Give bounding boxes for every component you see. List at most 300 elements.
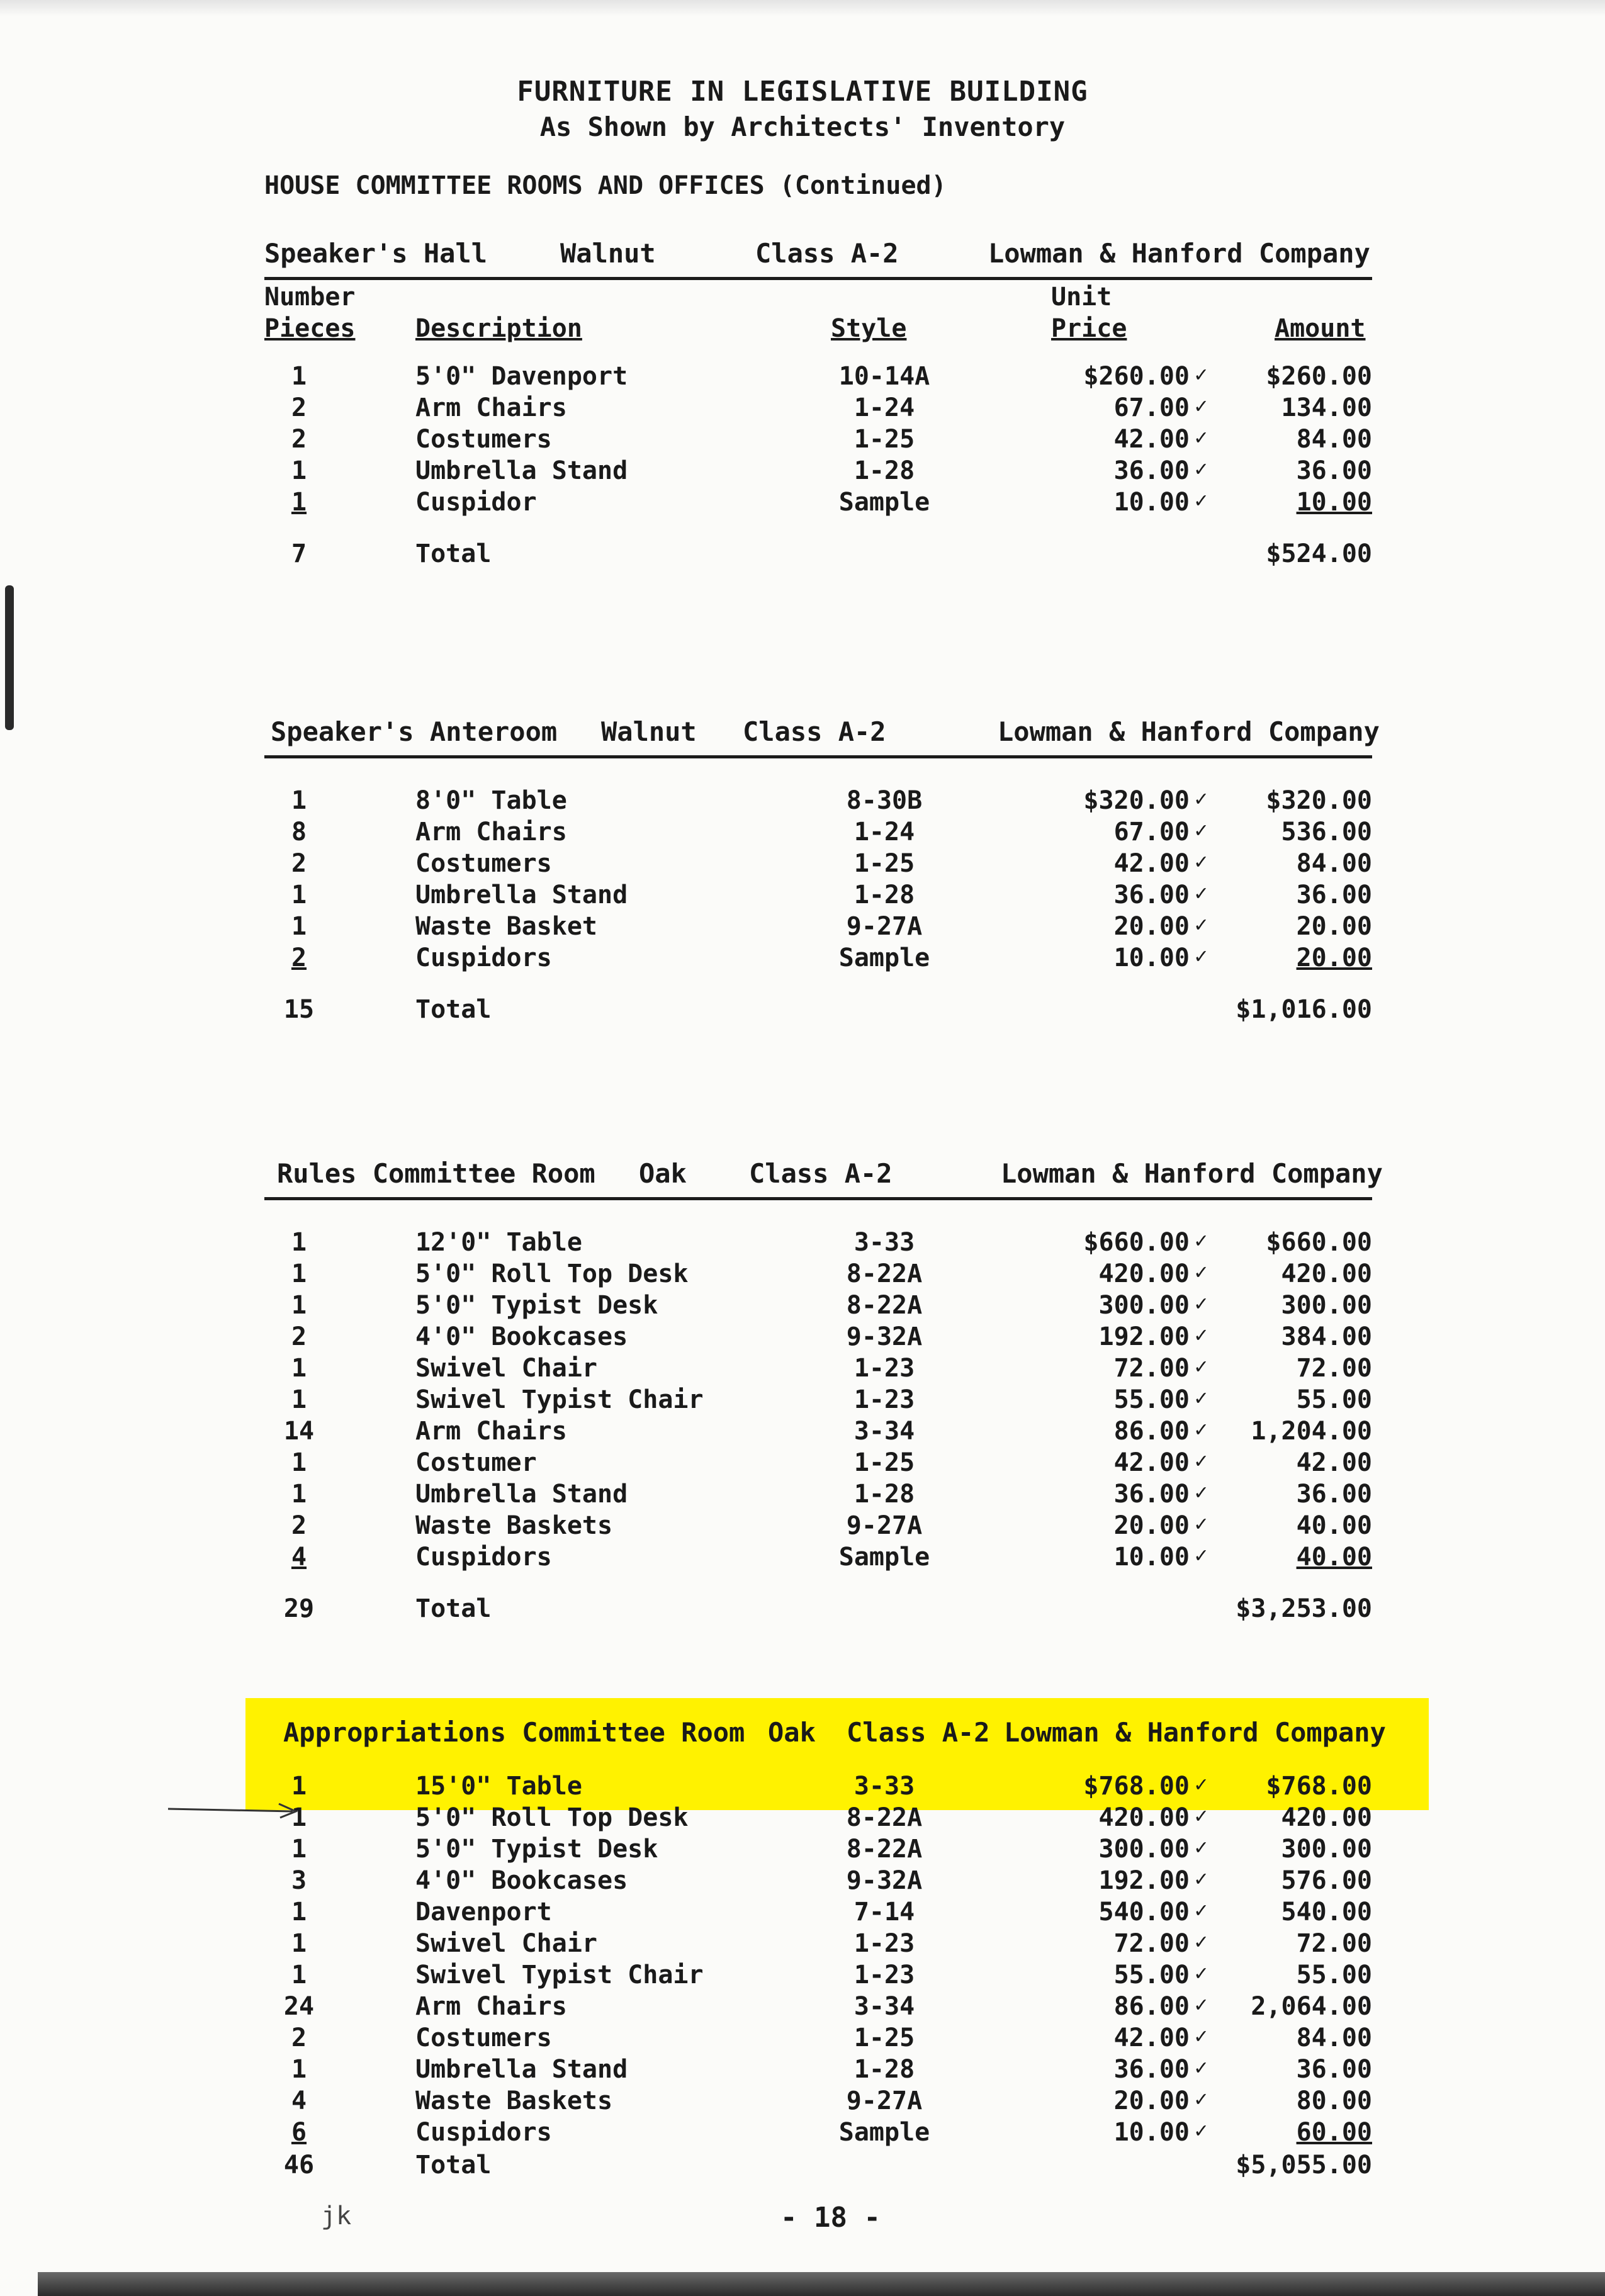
col-unit-bottom: Price: [1051, 314, 1127, 343]
item-description: Swivel Typist Chair: [415, 1961, 704, 1989]
check-mark-icon: ✓: [1195, 1835, 1208, 1860]
item-amount: 20.00: [1296, 943, 1372, 972]
item-unit-price: 36.00: [1113, 881, 1190, 909]
table-row: [264, 1929, 1372, 1961]
item-style: 1-25: [853, 425, 915, 454]
item-unit-price: $660.00: [1083, 1228, 1190, 1257]
scan-top-edge: [0, 0, 1605, 16]
total-count: 29: [283, 1594, 315, 1623]
table-row: [264, 1835, 1372, 1866]
item-unit-price: 10.00: [1113, 1543, 1190, 1572]
header-rule: [264, 1197, 1372, 1200]
item-unit-price: 55.00: [1113, 1385, 1190, 1414]
table-row: [264, 1866, 1372, 1898]
total-amount: $3,253.00: [1236, 1594, 1372, 1623]
item-unit-price: 42.00: [1113, 849, 1190, 878]
item-style: 7-14: [853, 1898, 915, 1927]
table-row: [264, 881, 1372, 912]
total-label: Total: [415, 995, 492, 1024]
item-unit-price: 10.00: [1113, 488, 1190, 517]
item-style: 9-27A: [846, 2086, 923, 2115]
scan-bottom-edge: [38, 2272, 1605, 2296]
item-unit-price: 72.00: [1113, 1354, 1190, 1383]
item-description: 5'0" Roll Top Desk: [415, 1803, 689, 1832]
item-style: 1-25: [853, 2023, 915, 2052]
check-mark-icon: ✓: [1195, 2118, 1208, 2143]
check-mark-icon: ✓: [1195, 1772, 1208, 1797]
item-count: 1: [291, 488, 307, 517]
check-mark-icon: ✓: [1195, 456, 1208, 481]
item-description: Davenport: [415, 1898, 552, 1927]
item-amount: 300.00: [1281, 1291, 1372, 1320]
total-count: 46: [283, 2151, 315, 2180]
item-style: 1-23: [853, 1385, 915, 1414]
item-description: Costumers: [415, 849, 552, 878]
item-description: 5'0" Roll Top Desk: [415, 1259, 689, 1288]
table-row: [264, 2086, 1372, 2118]
item-count: 2: [291, 943, 307, 972]
item-style: 1-28: [853, 2055, 915, 2084]
table-row: [264, 1961, 1372, 1992]
check-mark-icon: ✓: [1195, 1929, 1208, 1954]
table-row: [264, 2118, 1372, 2149]
item-description: Cuspidors: [415, 943, 552, 972]
furniture-class: Class A-2: [749, 1158, 893, 1189]
table-row: [264, 362, 1372, 393]
item-style: 1-23: [853, 1961, 915, 1989]
item-count: 1: [291, 1385, 307, 1414]
item-amount: 20.00: [1296, 912, 1372, 941]
col-number-bottom: Pieces: [264, 314, 356, 343]
item-count: 1: [291, 1772, 307, 1801]
item-description: 4'0" Bookcases: [415, 1322, 628, 1351]
table-row: [264, 456, 1372, 488]
item-count: 1: [291, 2055, 307, 2084]
room-section-appropriations-committee: [264, 1712, 1386, 2186]
item-count: 6: [291, 2118, 307, 2147]
item-count: 1: [291, 912, 307, 941]
item-style: 1-28: [853, 456, 915, 485]
item-amount: 72.00: [1296, 1929, 1372, 1958]
item-style: 1-23: [853, 1929, 915, 1958]
total-amount: $1,016.00: [1236, 995, 1372, 1024]
table-row: [264, 1291, 1372, 1322]
document-header: [0, 74, 1605, 145]
check-mark-icon: ✓: [1195, 1448, 1208, 1473]
binder-mark: [5, 585, 14, 730]
item-style: 3-33: [853, 1228, 915, 1257]
item-amount: $320.00: [1266, 786, 1372, 815]
item-count: 2: [291, 1322, 307, 1351]
item-amount: 72.00: [1296, 1354, 1372, 1383]
item-unit-price: 36.00: [1113, 456, 1190, 485]
table-row: [264, 1322, 1372, 1354]
total-amount: $524.00: [1266, 539, 1372, 568]
room-name: Rules Committee Room: [277, 1158, 595, 1189]
item-amount: 84.00: [1296, 425, 1372, 454]
wood-type: Walnut: [601, 716, 697, 747]
item-amount: $768.00: [1266, 1772, 1372, 1801]
item-amount: 40.00: [1296, 1511, 1372, 1540]
item-amount: 60.00: [1296, 2118, 1372, 2147]
item-count: 1: [291, 1961, 307, 1989]
handwritten-arrow-icon: [167, 1800, 305, 1819]
item-amount: 84.00: [1296, 2023, 1372, 2052]
table-row: [264, 488, 1372, 519]
item-unit-price: 36.00: [1113, 1480, 1190, 1509]
total-count: 15: [283, 995, 315, 1024]
item-amount: 36.00: [1296, 456, 1372, 485]
item-amount: 40.00: [1296, 1543, 1372, 1572]
item-style: 8-22A: [846, 1259, 923, 1288]
check-mark-icon: ✓: [1195, 2086, 1208, 2112]
check-mark-icon: ✓: [1195, 488, 1208, 513]
item-style: 10-14A: [838, 362, 930, 391]
total-row: [264, 2151, 1372, 2186]
item-count: 1: [291, 1835, 307, 1864]
item-unit-price: 86.00: [1113, 1992, 1190, 2021]
item-amount: 134.00: [1281, 393, 1372, 422]
column-headers: [264, 280, 1372, 351]
item-description: Waste Basket: [415, 912, 597, 941]
item-style: Sample: [838, 2118, 930, 2147]
table-row: [264, 1543, 1372, 1574]
item-amount: 576.00: [1281, 1866, 1372, 1895]
item-unit-price: 55.00: [1113, 1961, 1190, 1989]
item-unit-price: 42.00: [1113, 1448, 1190, 1477]
item-style: 3-33: [853, 1772, 915, 1801]
item-unit-price: 72.00: [1113, 1929, 1190, 1958]
item-count: 2: [291, 849, 307, 878]
vendor-name: Lowman & Hanford Company: [998, 716, 1380, 747]
item-count: 1: [291, 1259, 307, 1288]
item-count: 1: [291, 1929, 307, 1958]
check-mark-icon: ✓: [1195, 1480, 1208, 1505]
item-amount: $260.00: [1266, 362, 1372, 391]
room-name: Speaker's Anteroom: [271, 716, 558, 747]
item-count: 1: [291, 456, 307, 485]
item-amount: 36.00: [1296, 881, 1372, 909]
check-mark-icon: ✓: [1195, 1417, 1208, 1442]
item-count: 2: [291, 1511, 307, 1540]
item-style: 3-34: [853, 1417, 915, 1446]
item-unit-price: 20.00: [1113, 912, 1190, 941]
table-row: [264, 1259, 1372, 1291]
col-number-top: Number: [264, 283, 356, 312]
check-mark-icon: ✓: [1195, 2023, 1208, 2049]
check-mark-icon: ✓: [1195, 1354, 1208, 1379]
item-amount: 536.00: [1281, 818, 1372, 847]
item-rows: [264, 1228, 1372, 1574]
check-mark-icon: ✓: [1195, 393, 1208, 419]
item-rows: [264, 1772, 1372, 2149]
table-row: [264, 1354, 1372, 1385]
item-style: 1-24: [853, 393, 915, 422]
table-row: [264, 2023, 1372, 2055]
check-mark-icon: ✓: [1195, 818, 1208, 843]
check-mark-icon: ✓: [1195, 1259, 1208, 1285]
item-count: 1: [291, 881, 307, 909]
item-style: 1-25: [853, 1448, 915, 1477]
furniture-class: Class A-2: [847, 1717, 990, 1748]
item-style: 9-27A: [846, 1511, 923, 1540]
check-mark-icon: ✓: [1195, 881, 1208, 906]
total-label: Total: [415, 2151, 492, 2180]
table-row: [264, 786, 1372, 818]
item-unit-price: 540.00: [1098, 1898, 1190, 1927]
item-style: 1-23: [853, 1354, 915, 1383]
item-unit-price: 192.00: [1098, 1322, 1190, 1351]
item-style: 8-22A: [846, 1835, 923, 1864]
table-row: [264, 393, 1372, 425]
item-description: Arm Chairs: [415, 818, 567, 847]
item-description: Swivel Chair: [415, 1929, 597, 1958]
total-label: Total: [415, 1594, 492, 1623]
table-row: [264, 1385, 1372, 1417]
item-amount: 42.00: [1296, 1448, 1372, 1477]
item-count: 14: [283, 1417, 315, 1446]
item-amount: 540.00: [1281, 1898, 1372, 1927]
item-amount: 55.00: [1296, 1961, 1372, 1989]
item-description: Cuspidors: [415, 1543, 552, 1572]
item-unit-price: 36.00: [1113, 2055, 1190, 2084]
item-style: 1-25: [853, 849, 915, 878]
check-mark-icon: ✓: [1195, 1866, 1208, 1891]
item-unit-price: $260.00: [1083, 362, 1190, 391]
item-description: Swivel Typist Chair: [415, 1385, 704, 1414]
page-number: - 18 -: [780, 2202, 881, 2234]
section-heading: HOUSE COMMITTEE ROOMS AND OFFICES (Continued): [264, 171, 947, 200]
table-row: [264, 1803, 1372, 1835]
check-mark-icon: ✓: [1195, 1322, 1208, 1348]
item-unit-price: 10.00: [1113, 2118, 1190, 2147]
table-row: [264, 849, 1372, 881]
check-mark-icon: ✓: [1195, 1228, 1208, 1253]
header-rule: [264, 755, 1372, 758]
item-count: 1: [291, 1291, 307, 1320]
room-section-speakers-anteroom: [264, 711, 1380, 1030]
item-description: 5'0" Typist Desk: [415, 1291, 658, 1320]
item-unit-price: 300.00: [1098, 1835, 1190, 1864]
table-row: [264, 1992, 1372, 2023]
table-row: [264, 943, 1372, 975]
item-unit-price: 300.00: [1098, 1291, 1190, 1320]
total-amount: $5,055.00: [1236, 2151, 1372, 2180]
check-mark-icon: ✓: [1195, 1992, 1208, 2017]
check-mark-icon: ✓: [1195, 1385, 1208, 1410]
room-name: Appropriations Committee Room: [283, 1717, 745, 1748]
item-count: 24: [283, 1992, 315, 2021]
item-description: Arm Chairs: [415, 1992, 567, 2021]
total-row: [264, 1594, 1372, 1629]
item-count: 4: [291, 2086, 307, 2115]
item-unit-price: 42.00: [1113, 425, 1190, 454]
item-unit-price: 42.00: [1113, 2023, 1190, 2052]
check-mark-icon: ✓: [1195, 912, 1208, 937]
total-label: Total: [415, 539, 492, 568]
vendor-name: Lowman & Hanford Company: [1004, 1717, 1386, 1748]
col-style: Style: [831, 314, 907, 343]
item-description: 15'0" Table: [415, 1772, 582, 1801]
check-mark-icon: ✓: [1195, 786, 1208, 811]
room-header: [264, 711, 1380, 755]
item-description: Arm Chairs: [415, 393, 567, 422]
item-style: 9-32A: [846, 1322, 923, 1351]
item-count: 1: [291, 1228, 307, 1257]
total-count: 7: [291, 539, 307, 568]
item-count: 8: [291, 818, 307, 847]
item-count: 1: [291, 362, 307, 391]
vendor-name: Lowman & Hanford Company: [988, 238, 1370, 269]
item-unit-price: 20.00: [1113, 1511, 1190, 1540]
item-style: Sample: [838, 1543, 930, 1572]
item-unit-price: $320.00: [1083, 786, 1190, 815]
item-description: 4'0" Bookcases: [415, 1866, 628, 1895]
wood-type: Oak: [768, 1717, 816, 1748]
check-mark-icon: ✓: [1195, 425, 1208, 450]
item-description: Waste Baskets: [415, 1511, 613, 1540]
table-row: [264, 1898, 1372, 1929]
col-amount: Amount: [1275, 314, 1366, 343]
item-description: Costumers: [415, 425, 552, 454]
item-description: 8'0" Table: [415, 786, 567, 815]
table-row: [264, 912, 1372, 943]
table-row: [264, 1772, 1372, 1803]
item-amount: 300.00: [1281, 1835, 1372, 1864]
item-unit-price: 10.00: [1113, 943, 1190, 972]
item-rows: [264, 362, 1372, 519]
item-style: 3-34: [853, 1992, 915, 2021]
item-unit-price: 67.00: [1113, 818, 1190, 847]
item-style: 9-27A: [846, 912, 923, 941]
total-row: [264, 995, 1372, 1030]
document-subtitle: As Shown by Architects' Inventory: [539, 111, 1066, 142]
room-name: Speaker's Hall: [264, 238, 488, 269]
wood-type: Walnut: [560, 238, 656, 269]
item-count: 3: [291, 1866, 307, 1895]
table-row: [264, 425, 1372, 456]
item-amount: 84.00: [1296, 849, 1372, 878]
check-mark-icon: ✓: [1195, 1961, 1208, 1986]
room-section-speakers-hall: [264, 233, 1372, 575]
table-row: [264, 2055, 1372, 2086]
check-mark-icon: ✓: [1195, 1511, 1208, 1536]
item-style: Sample: [838, 488, 930, 517]
table-row: [264, 1448, 1372, 1480]
wood-type: Oak: [639, 1158, 687, 1189]
room-section-rules-committee: [264, 1153, 1383, 1629]
check-mark-icon: ✓: [1195, 1803, 1208, 1828]
table-row: [264, 1480, 1372, 1511]
item-description: Swivel Chair: [415, 1354, 597, 1383]
item-unit-price: 67.00: [1113, 393, 1190, 422]
item-unit-price: 420.00: [1098, 1259, 1190, 1288]
item-description: Costumer: [415, 1448, 537, 1477]
item-style: 8-22A: [846, 1291, 923, 1320]
furniture-class: Class A-2: [755, 238, 899, 269]
item-style: 1-28: [853, 1480, 915, 1509]
check-mark-icon: ✓: [1195, 1543, 1208, 1568]
item-description: 5'0" Typist Desk: [415, 1835, 658, 1864]
check-mark-icon: ✓: [1195, 943, 1208, 969]
item-count: 2: [291, 393, 307, 422]
item-amount: 80.00: [1296, 2086, 1372, 2115]
item-style: Sample: [838, 943, 930, 972]
item-description: Umbrella Stand: [415, 881, 628, 909]
item-amount: 420.00: [1281, 1259, 1372, 1288]
col-unit-top: Unit: [1051, 283, 1112, 312]
vendor-name: Lowman & Hanford Company: [1001, 1158, 1383, 1189]
item-count: 1: [291, 1898, 307, 1927]
check-mark-icon: ✓: [1195, 362, 1208, 387]
item-description: 12'0" Table: [415, 1228, 582, 1257]
item-style: 8-30B: [846, 786, 923, 815]
item-amount: 55.00: [1296, 1385, 1372, 1414]
item-amount: 36.00: [1296, 1480, 1372, 1509]
item-style: 8-22A: [846, 1803, 923, 1832]
item-unit-price: $768.00: [1083, 1772, 1190, 1801]
item-description: Costumers: [415, 2023, 552, 2052]
item-amount: 10.00: [1296, 488, 1372, 517]
furniture-class: Class A-2: [743, 716, 886, 747]
table-row: [264, 818, 1372, 849]
item-count: 4: [291, 1543, 307, 1572]
item-amount: 2,064.00: [1251, 1992, 1372, 2021]
check-mark-icon: ✓: [1195, 849, 1208, 874]
item-amount: 1,204.00: [1251, 1417, 1372, 1446]
item-count: 1: [291, 1448, 307, 1477]
item-count: 2: [291, 2023, 307, 2052]
room-header: [264, 1153, 1383, 1197]
item-amount: 36.00: [1296, 2055, 1372, 2084]
item-style: 1-28: [853, 881, 915, 909]
item-unit-price: 192.00: [1098, 1866, 1190, 1895]
item-rows: [264, 786, 1372, 975]
item-amount: 420.00: [1281, 1803, 1372, 1832]
room-header: [264, 1712, 1386, 1756]
col-description: Description: [415, 314, 582, 343]
item-amount: 384.00: [1281, 1322, 1372, 1351]
item-count: 1: [291, 1480, 307, 1509]
item-description: Cuspidor: [415, 488, 537, 517]
item-style: 1-24: [853, 818, 915, 847]
item-description: Umbrella Stand: [415, 456, 628, 485]
item-description: Umbrella Stand: [415, 1480, 628, 1509]
check-mark-icon: ✓: [1195, 1291, 1208, 1316]
item-description: Cuspidors: [415, 2118, 552, 2147]
item-unit-price: 20.00: [1113, 2086, 1190, 2115]
item-unit-price: 420.00: [1098, 1803, 1190, 1832]
item-count: 1: [291, 1354, 307, 1383]
document-title: FURNITURE IN LEGISLATIVE BUILDING: [517, 76, 1088, 108]
table-row: [264, 1511, 1372, 1543]
item-count: 2: [291, 425, 307, 454]
item-description: Arm Chairs: [415, 1417, 567, 1446]
item-unit-price: 86.00: [1113, 1417, 1190, 1446]
table-row: [264, 1228, 1372, 1259]
item-description: 5'0" Davenport: [415, 362, 628, 391]
total-row: [264, 539, 1372, 575]
check-mark-icon: ✓: [1195, 2055, 1208, 2080]
table-row: [264, 1417, 1372, 1448]
room-header: [264, 233, 1372, 277]
item-count: 1: [291, 1803, 307, 1832]
item-count: 1: [291, 786, 307, 815]
item-description: Umbrella Stand: [415, 2055, 628, 2084]
typist-initials: jk: [321, 2202, 352, 2231]
item-amount: $660.00: [1266, 1228, 1372, 1257]
item-description: Waste Baskets: [415, 2086, 613, 2115]
